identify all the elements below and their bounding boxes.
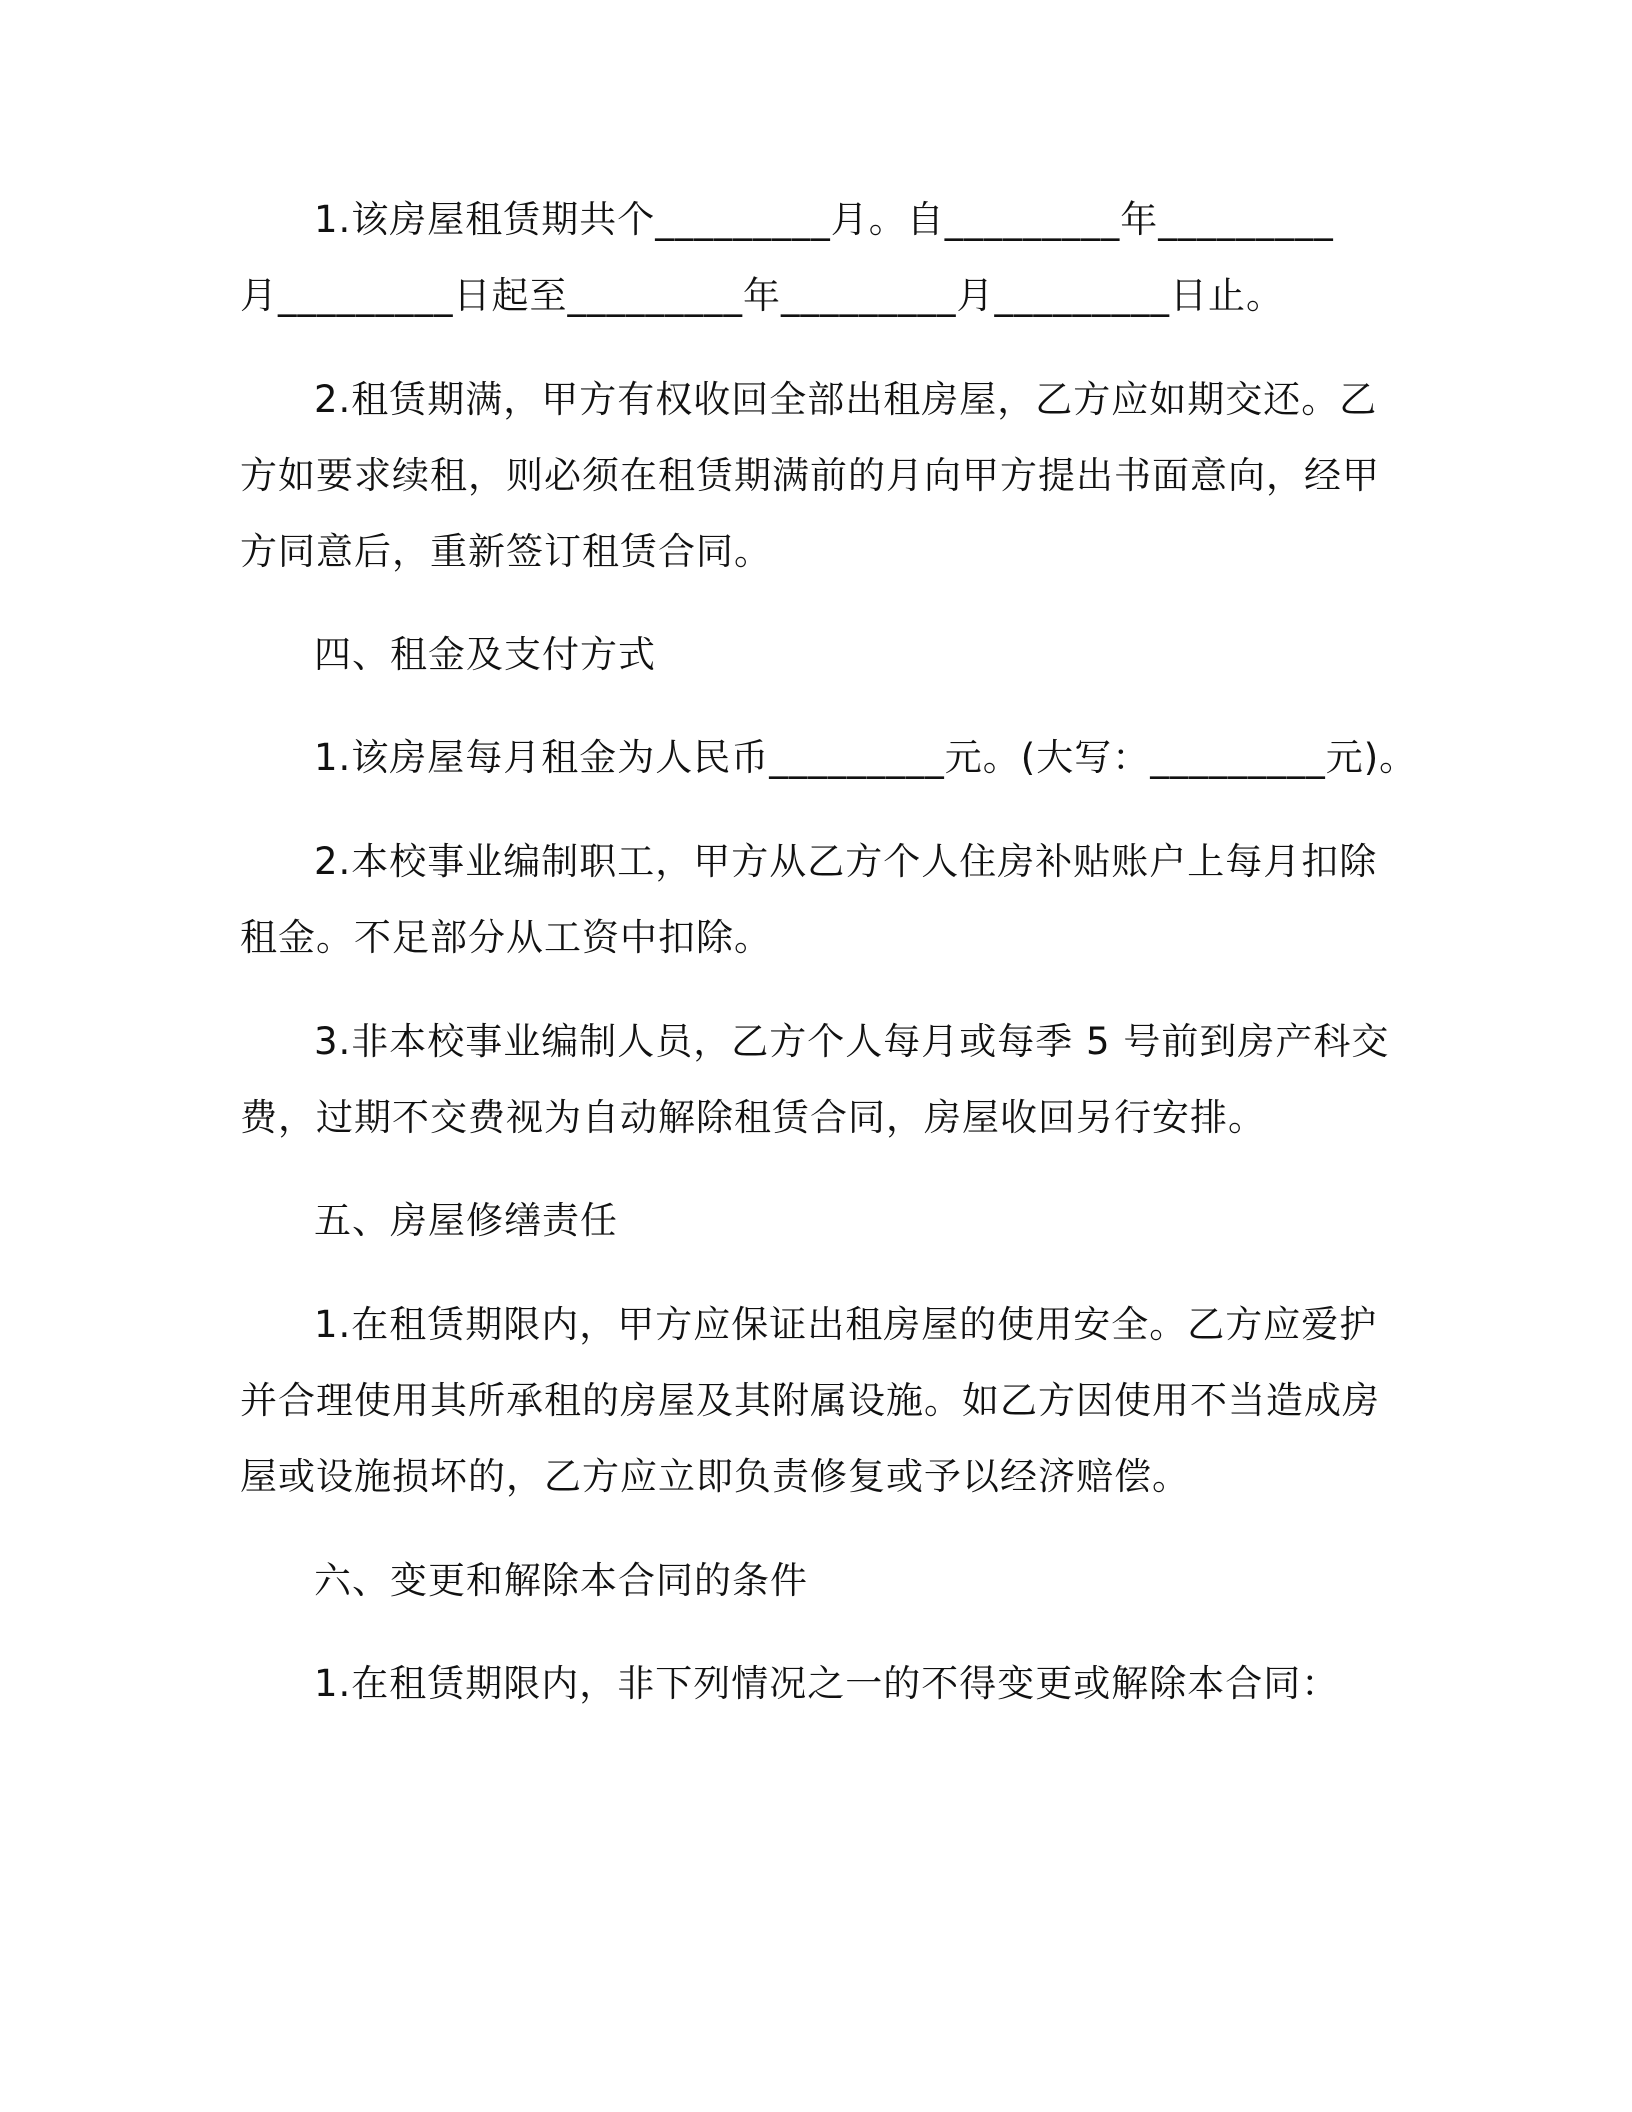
non-staff-payment-line-1: 3.非本校事业编制人员，乙方个人每月或每季 5 号前到房产科交	[314, 1020, 1390, 1063]
repair-clause-line-1: 1.在租赁期限内，甲方应保证出租房屋的使用安全。乙方应爱护	[314, 1303, 1378, 1346]
section-heading-repair: 五、房屋修缮责任	[314, 1199, 618, 1242]
staff-payment-line-2: 租金。不足部分从工资中扣除。	[240, 916, 772, 959]
renewal-clause-line-2: 方如要求续租，则必须在租赁期满前的月向甲方提出书面意向，经甲	[240, 454, 1380, 497]
repair-clause-line-3: 屋或设施损坏的，乙方应立即负责修复或予以经济赔偿。	[240, 1455, 1190, 1498]
repair-clause-line-2: 并合理使用其所承租的房屋及其附属设施。如乙方因使用不当造成房	[240, 1379, 1380, 1422]
non-staff-payment-line-2: 费，过期不交费视为自动解除租赁合同，房屋收回另行安排。	[240, 1096, 1266, 1139]
rent-amount-line: 1.该房屋每月租金为人民币_________元。(大写：_________元)。	[314, 736, 1418, 779]
lease-term-line-2: 月_________日起至_________年_________月_________日止。	[240, 274, 1284, 317]
staff-payment-line-1: 2.本校事业编制职工，甲方从乙方个人住房补贴账户上每月扣除	[314, 840, 1378, 883]
renewal-clause-line-3: 方同意后，重新签订租赁合同。	[240, 530, 772, 573]
lease-term-line-1: 1.该房屋租赁期共个_________月。自_________年_________	[314, 198, 1334, 241]
termination-clause-line-1: 1.在租赁期限内，非下列情况之一的不得变更或解除本合同：	[314, 1662, 1340, 1705]
section-heading-termination: 六、变更和解除本合同的条件	[314, 1559, 808, 1602]
section-heading-rent: 四、租金及支付方式	[314, 633, 656, 676]
renewal-clause-line-1: 2.租赁期满，甲方有权收回全部出租房屋，乙方应如期交还。乙	[314, 378, 1378, 421]
